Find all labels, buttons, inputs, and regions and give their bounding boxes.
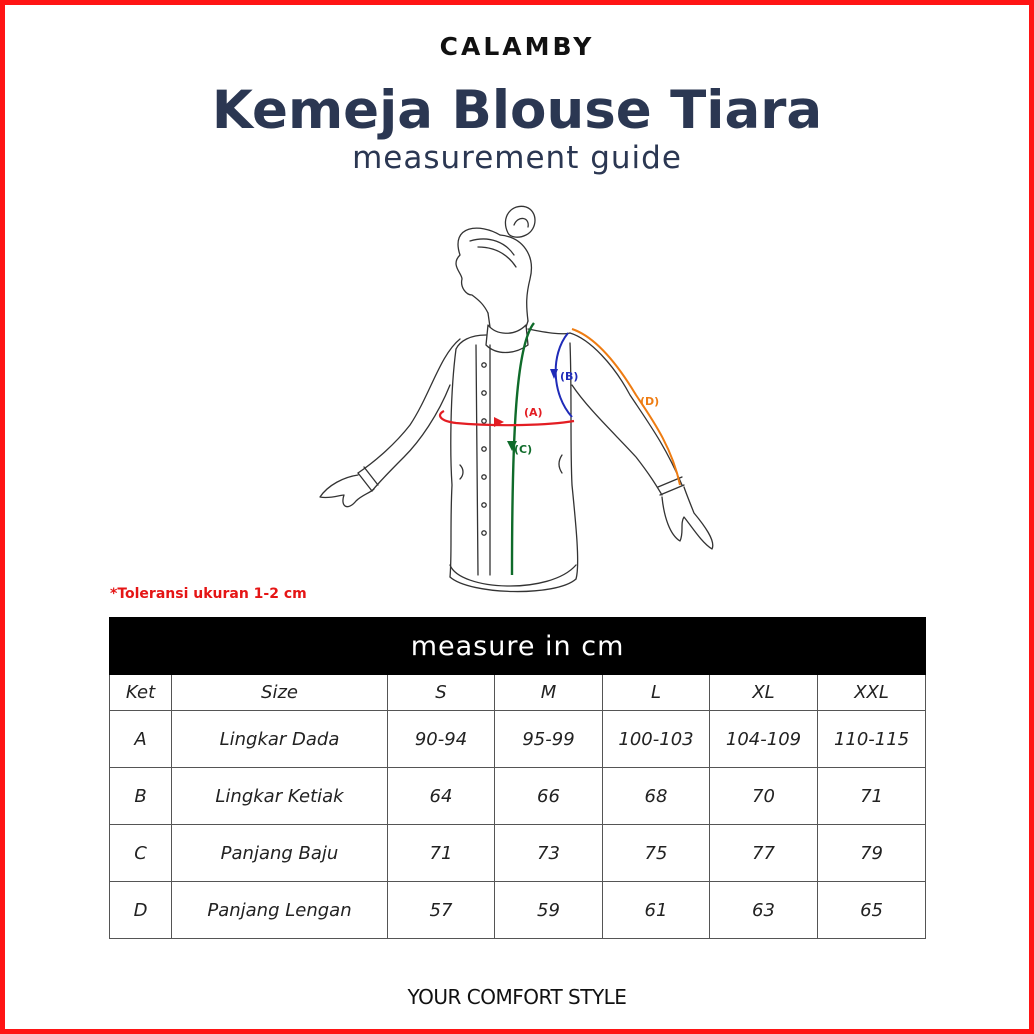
size-table	[109, 617, 926, 939]
row-label: Panjang Lengan	[172, 882, 388, 939]
blouse-measurement-illustration	[300, 195, 740, 595]
table-cell: 68	[603, 768, 710, 825]
table-cell: 104-109	[710, 711, 818, 768]
right-sleeve	[570, 333, 682, 485]
row-label: Panjang Baju	[172, 825, 388, 882]
left-hand	[320, 475, 374, 507]
right-hand	[662, 487, 713, 549]
table-cell: 95-99	[495, 711, 603, 768]
column-header-ket: Ket	[110, 675, 172, 711]
measure-line-a	[440, 411, 574, 427]
table-cell: 75	[603, 825, 710, 882]
table-cell: 71	[388, 825, 495, 882]
column-header-s: S	[388, 675, 495, 711]
column-header-xl: XL	[710, 675, 818, 711]
table-cell: 59	[495, 882, 603, 939]
table-cell: 57	[388, 882, 495, 939]
hair-bun	[505, 206, 535, 237]
table-cell: 77	[710, 825, 818, 882]
measure-label-a: (A)	[524, 406, 543, 419]
measure-label-c: (C)	[514, 443, 533, 456]
table-band-header: measure in cm	[110, 618, 926, 675]
table-cell: 64	[388, 768, 495, 825]
measure-label-d: (D)	[640, 395, 660, 408]
left-side	[450, 349, 456, 577]
table-cell: 61	[603, 882, 710, 939]
row-key: A	[110, 711, 172, 768]
table-cell: 79	[818, 825, 926, 882]
table-cell: 71	[818, 768, 926, 825]
left-sleeve	[358, 339, 460, 473]
row-key: C	[110, 825, 172, 882]
row-label: Lingkar Ketiak	[172, 768, 388, 825]
table-row	[110, 825, 926, 882]
measure-label-b: (B)	[560, 370, 579, 383]
table-cell: 73	[495, 825, 603, 882]
page-subtitle: measurement guide	[352, 140, 682, 176]
brand-logo-text: CALAMBY	[439, 32, 595, 61]
column-header-m: M	[495, 675, 603, 711]
table-cell: 100-103	[603, 711, 710, 768]
table-cell: 65	[818, 882, 926, 939]
row-key: B	[110, 768, 172, 825]
table-cell: 70	[710, 768, 818, 825]
table-row	[110, 882, 926, 939]
table-cell: 66	[495, 768, 603, 825]
table-header-row	[110, 675, 926, 711]
row-label: Lingkar Dada	[172, 711, 388, 768]
collar	[486, 325, 528, 353]
column-header-xxl: XXL	[818, 675, 926, 711]
footer-tagline: YOUR COMFORT STYLE	[407, 985, 627, 1009]
row-key: D	[110, 882, 172, 939]
page-title: Kemeja Blouse Tiara	[211, 80, 823, 141]
table-cell: 63	[710, 882, 818, 939]
column-header-l: L	[603, 675, 710, 711]
table-row	[110, 711, 926, 768]
measure-line-d	[572, 329, 680, 485]
table-cell: 110-115	[818, 711, 926, 768]
table-row	[110, 768, 926, 825]
column-header-size: Size	[172, 675, 388, 711]
table-cell: 90-94	[388, 711, 495, 768]
tolerance-note: *Toleransi ukuran 1-2 cm	[110, 586, 307, 602]
